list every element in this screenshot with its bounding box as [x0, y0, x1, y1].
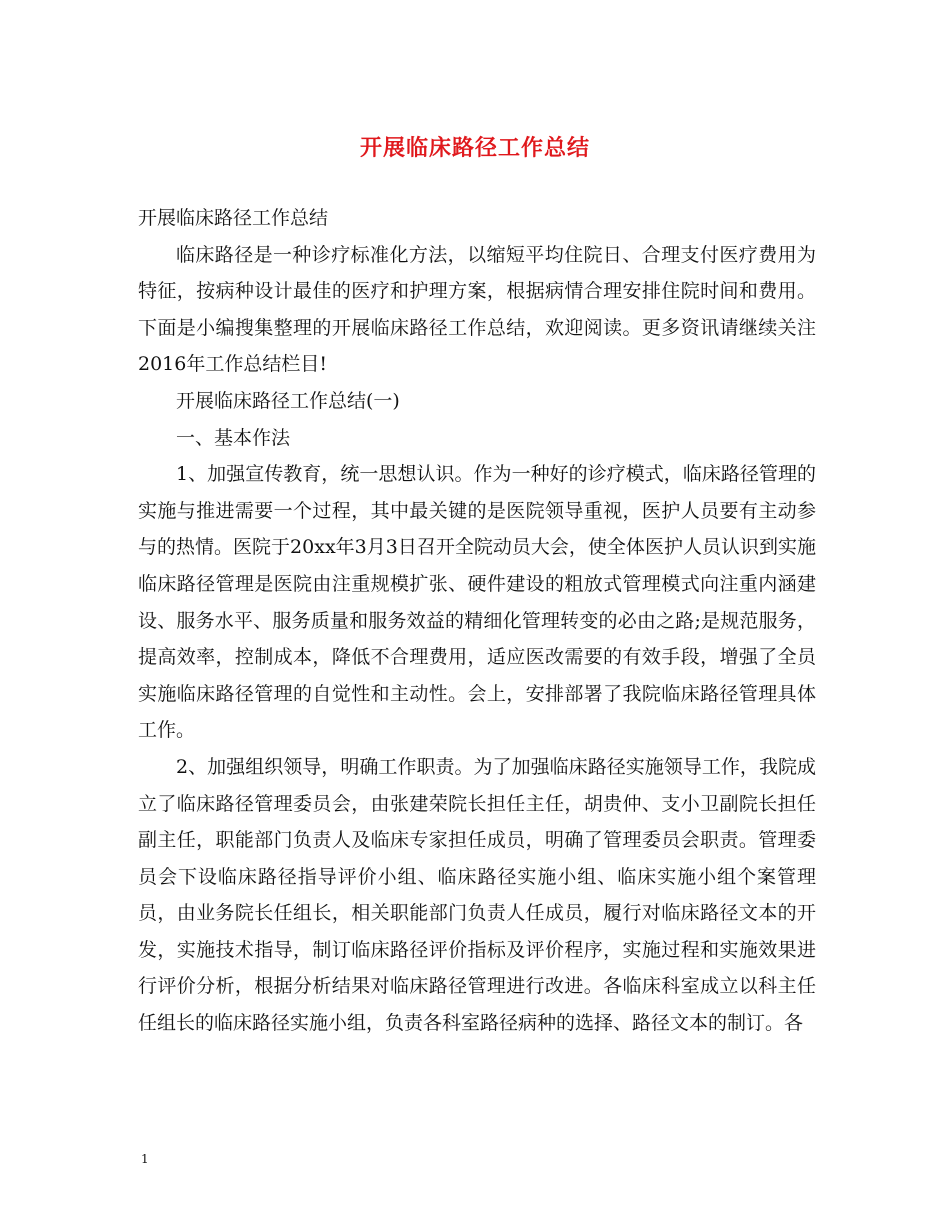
- section-heading: 一、基本作法: [176, 426, 291, 449]
- page-number: 1: [141, 1152, 149, 1166]
- document-title: 开展临床路径工作总结: [359, 135, 590, 161]
- body-heading: 开展临床路径工作总结: [138, 207, 329, 229]
- document-body: [138, 200, 816, 1042]
- body-paragraph: 2、加强组织领导，明确工作职责。为了加强临床路径实施领导工作，我院成立了临床路径管理委员会，由张建荣院长担任主任，胡贵仲、支小卫副院长担任副主任，职能部门负责人及临床专家担任成员，明确了管理委员会职责。管理委员会下设临床路径指导评价小组、临床路径实施小组、临床实施小组个案管理员，由业务院长任组长，相关职能部门负责人任成员，履行对临床路径文本的开发，实施技术指导，制订临床路径评价指标及评价程序，实施过程和实施效果进行评价分析，根据分析结果对临床路径管理进行改进。各临床科室成立以科主任任组长的临床路径实施小组，负责各科室路径病种的选择、路径文本的制订。各: [138, 755, 816, 1035]
- section-subtitle: 开展临床路径工作总结(一): [176, 389, 400, 412]
- body-paragraph: 1、加强宣传教育，统一思想认识。作为一种好的诊疗模式，临床路径管理的实施与推进需要一个过程，其中最关键的是医院领导重视，医护人员要有主动参与的热情。医院于20xx年3月3日召开全院动员大会，使全体医护人员认识到实施临床路径管理是医院由注重规模扩张、硬件建设的粗放式管理模式向注重内涵建设、服务水平、服务质量和服务效益的精细化管理转变的必由之路;是规范服务，提高效率，控制成本，降低不合理费用，适应医改需要的有效手段，增强了全员实施临床路径管理的自觉性和主动性。会上，安排部署了我院临床路径管理具体工作。: [138, 463, 816, 742]
- intro-paragraph: 临床路径是一种诊疗标准化方法，以缩短平均住院日、合理支付医疗费用为特征，按病种设计最佳的医疗和护理方案，根据病情合理安排住院时间和费用。下面是小编搜集整理的开展临床路径工作总结，欢迎阅读。更多资讯请继续关注2016年工作总结栏目!: [138, 243, 816, 376]
